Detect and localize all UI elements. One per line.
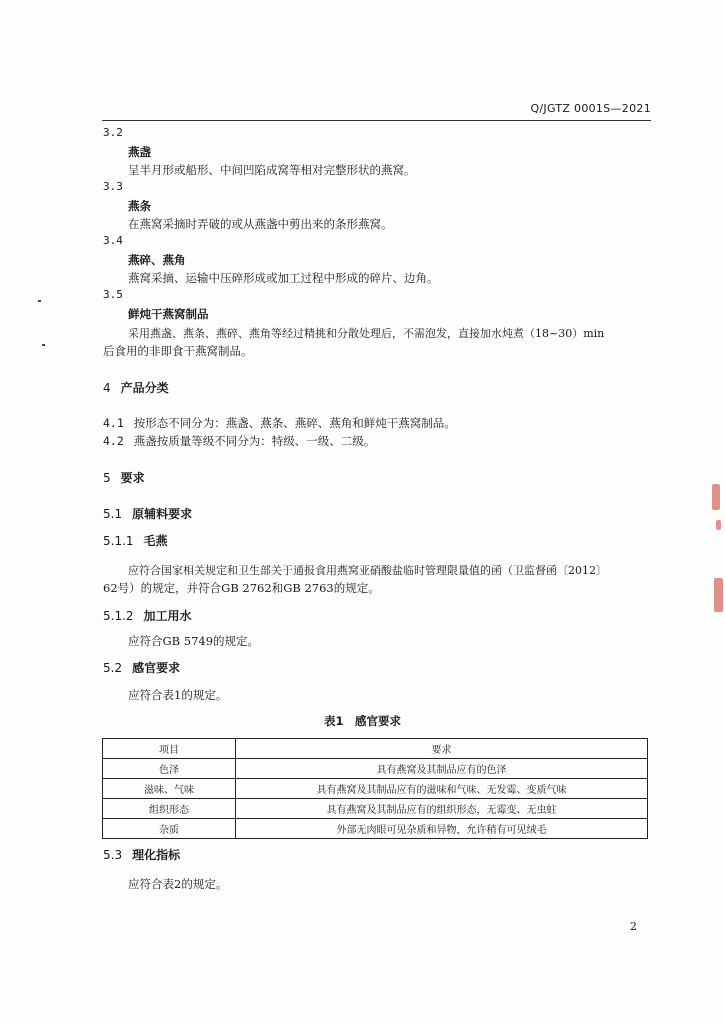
list-item: 4.2 燕盏按质量等级不同分为：特级、一级、二级。 — [103, 434, 376, 448]
term-title: 燕碎、燕角 — [128, 253, 186, 267]
table-row — [103, 799, 648, 819]
paragraph: 应符合国家相关规定和卫生部关于通报食用燕窝亚硝酸盐临时管理限量值的函（卫监督函〔2012〕 — [128, 564, 607, 577]
term-definition: 呈半月形或船形、中间凹陷成窝等相对完整形状的燕窝。 — [128, 163, 416, 177]
clause-number: 3.4 — [103, 234, 123, 247]
table-row — [103, 819, 648, 839]
subsection-heading-5-1: 5.1 原辅料要求 — [103, 507, 193, 521]
table-header-cell: 要求 — [236, 739, 648, 759]
subsection-heading-5-3: 5.3 理化指标 — [103, 848, 181, 862]
term-definition: 燕窝采摘、运输中压碎形成或加工过程中形成的碎片、边角。 — [128, 271, 439, 285]
section-heading-5: 5 要求 — [103, 471, 145, 485]
clause-number: 3.2 — [103, 126, 123, 139]
table-caption: 表1 感官要求 — [323, 714, 401, 728]
table-cell: 具有燕窝及其制品应有的滋味和气味、无发霉、变质气味 — [236, 779, 648, 799]
document-code: Q/JGTZ 0001S—2021 — [530, 102, 651, 115]
table-cell: 色泽 — [103, 759, 236, 779]
term-title: 燕条 — [128, 199, 151, 213]
table-row — [103, 759, 648, 779]
subsection-heading-5-1-1: 5.1.1 毛燕 — [103, 534, 168, 548]
sensory-requirements-table — [102, 738, 648, 839]
term-definition: 采用燕盏、燕条、燕碎、燕角等经过精挑和分散处理后，不需泡发，直接加水炖煮（18~30）min — [128, 327, 605, 340]
paragraph: 应符合表2的规定。 — [128, 877, 228, 891]
paragraph: 应符合GB 5749的规定。 — [128, 634, 260, 648]
table-header-row — [103, 739, 648, 759]
table-row — [103, 779, 648, 799]
subsection-heading-5-1-2: 5.1.2 加工用水 — [103, 609, 192, 623]
page-number: 2 — [630, 920, 637, 933]
table-cell: 具有燕窝及其制品应有的组织形态，无霉变、无虫蛀 — [236, 799, 648, 819]
table-cell: 组织形态 — [103, 799, 236, 819]
table-cell: 具有燕窝及其制品应有的色泽 — [236, 759, 648, 779]
header-rule — [102, 120, 651, 121]
term-title: 燕盏 — [128, 145, 151, 159]
term-definition-continued: 后食用的非即食干燕窝制品。 — [103, 344, 253, 358]
paragraph: 应符合表1的规定。 — [128, 688, 228, 702]
clause-number: 3.3 — [103, 180, 123, 193]
section-heading-4: 4 产品分类 — [103, 381, 169, 395]
table-cell: 杂质 — [103, 819, 236, 839]
scan-speck — [42, 344, 45, 346]
table-cell: 滋味、气味 — [103, 779, 236, 799]
term-title: 鲜炖干燕窝制品 — [128, 307, 209, 321]
paragraph-continued: 62号）的规定，并符合GB 2762和GB 2763的规定。 — [103, 581, 380, 595]
table-cell: 外部无肉眼可见杂质和异物，允许稍有可见绒毛 — [236, 819, 648, 839]
list-item: 4.1 按形态不同分为：燕盏、燕条、燕碎、燕角和鲜炖干燕窝制品。 — [103, 416, 456, 430]
subsection-heading-5-2: 5.2 感官要求 — [103, 661, 181, 675]
term-definition: 在燕窝采摘时弄破的或从燕盏中剪出来的条形燕窝。 — [128, 217, 393, 231]
table-header-cell: 项目 — [103, 739, 236, 759]
scan-speck — [38, 300, 41, 302]
clause-number: 3.5 — [103, 288, 123, 301]
